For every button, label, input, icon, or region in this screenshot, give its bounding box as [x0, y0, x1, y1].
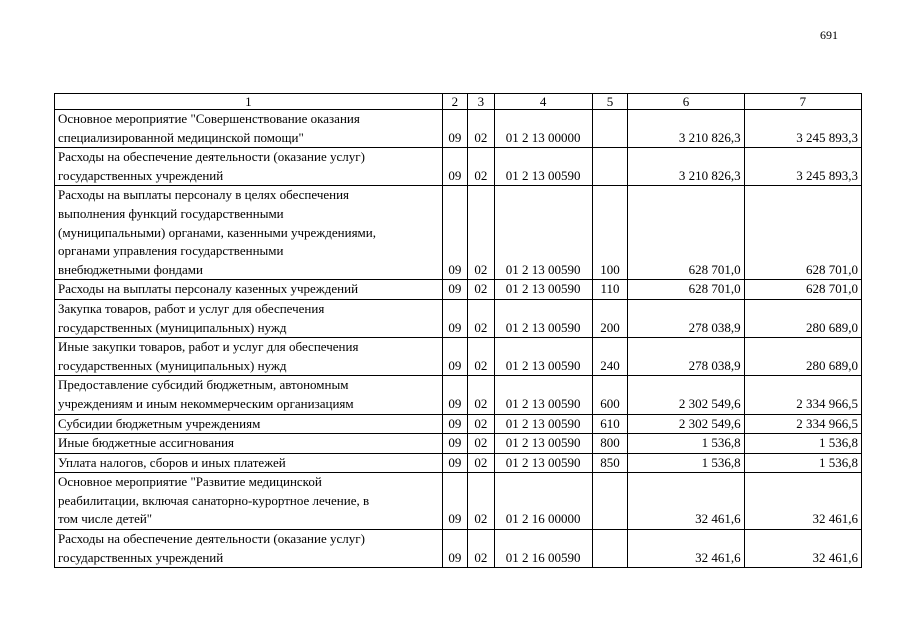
target-article-cell: 01 2 13 00590	[494, 280, 592, 300]
expense-type-cell: 200	[592, 299, 628, 337]
row-name-line: Основное мероприятие "Развитие медицинской	[58, 474, 322, 490]
header-cell-2: 2	[442, 94, 468, 110]
expense-type-cell: 240	[592, 338, 628, 376]
row-name-cell	[55, 148, 443, 186]
header-cell-6: 6	[628, 94, 744, 110]
row-name-cell	[55, 110, 443, 148]
table-row	[55, 376, 862, 414]
amount-col7-cell: 32 461,6	[744, 530, 861, 568]
expense-type-cell: 600	[592, 376, 628, 414]
row-name-cell	[55, 186, 443, 280]
table-row	[55, 299, 862, 337]
row-name-line: государственных учреждений	[58, 549, 224, 565]
row-name-cell	[55, 280, 443, 300]
row-name-line: Уплата налогов, сборов и иных платежей	[58, 454, 286, 470]
table-row	[55, 414, 862, 434]
header-cell-4: 4	[494, 94, 592, 110]
expense-type-cell: 110	[592, 280, 628, 300]
expense-type-cell: 610	[592, 414, 628, 434]
row-name-line: Расходы на обеспечение деятельности (оказание услуг)	[58, 531, 365, 547]
table-row	[55, 473, 862, 530]
row-name-line: государственных (муниципальных) нужд	[58, 357, 287, 373]
amount-col6-cell: 1 536,8	[628, 453, 744, 473]
row-name-cell	[55, 299, 443, 337]
expense-type-cell: 850	[592, 453, 628, 473]
row-name-line: выполнения функций государственными	[58, 205, 284, 221]
section-code-cell: 09	[442, 338, 468, 376]
row-name-cell	[55, 473, 443, 530]
row-name-line: государственных учреждений	[58, 167, 224, 183]
amount-col6-cell: 1 536,8	[628, 434, 744, 454]
amount-col7-cell: 280 689,0	[744, 338, 861, 376]
expense-type-cell	[592, 473, 628, 530]
page-number: 691	[820, 28, 838, 42]
section-code-cell: 09	[442, 414, 468, 434]
row-name-line: Основное мероприятие "Совершенствование оказания	[58, 111, 360, 126]
subsection-code-cell: 02	[468, 530, 495, 568]
subsection-code-cell: 02	[468, 376, 495, 414]
section-code-cell: 09	[442, 186, 468, 280]
budget-table	[54, 93, 862, 568]
expense-type-cell	[592, 110, 628, 148]
section-code-cell: 09	[442, 110, 468, 148]
row-name-cell	[55, 338, 443, 376]
target-article-cell: 01 2 16 00000	[494, 473, 592, 530]
subsection-code-cell: 02	[468, 148, 495, 186]
header-cell-7: 7	[744, 94, 861, 110]
section-code-cell: 09	[442, 280, 468, 300]
table-row	[55, 148, 862, 186]
row-name-line: реабилитации, включая санаторно-курортное лечение, в	[58, 492, 370, 508]
row-name-line: внебюджетными фондами	[58, 261, 203, 277]
subsection-code-cell: 02	[468, 186, 495, 280]
amount-col7-cell: 1 536,8	[744, 434, 861, 454]
table-row	[55, 453, 862, 473]
row-name-line: Субсидии бюджетным учреждениям	[58, 415, 261, 431]
row-name-line: Расходы на выплаты персоналу казенных учреждений	[58, 281, 359, 297]
subsection-code-cell: 02	[468, 473, 495, 530]
row-name-line: Предоставление субсидий бюджетным, автономным	[58, 377, 349, 393]
row-name-line: Иные закупки товаров, работ и услуг для обеспечения	[58, 339, 359, 355]
row-name-line: специализированной медицинской помощи"	[58, 129, 304, 145]
section-code-cell: 09	[442, 299, 468, 337]
target-article-cell: 01 2 16 00590	[494, 530, 592, 568]
amount-col6-cell: 628 701,0	[628, 280, 744, 300]
row-name-line: (муниципальными) органами, казенными учреждениями,	[58, 224, 376, 240]
row-name-cell	[55, 530, 443, 568]
expense-type-cell	[592, 148, 628, 186]
amount-col7-cell: 1 536,8	[744, 453, 861, 473]
amount-col6-cell: 3 210 826,3	[628, 110, 744, 148]
subsection-code-cell: 02	[468, 299, 495, 337]
section-code-cell: 09	[442, 434, 468, 454]
target-article-cell: 01 2 13 00590	[494, 338, 592, 376]
target-article-cell: 01 2 13 00000	[494, 110, 592, 148]
row-name-line: органами управления государственными	[58, 243, 284, 259]
subsection-code-cell: 02	[468, 434, 495, 454]
amount-col7-cell: 32 461,6	[744, 473, 861, 530]
amount-col6-cell: 3 210 826,3	[628, 148, 744, 186]
amount-col6-cell: 278 038,9	[628, 338, 744, 376]
header-cell-5: 5	[592, 94, 628, 110]
row-name-line: Расходы на выплаты персоналу в целях обеспечения	[58, 187, 350, 203]
row-name-cell	[55, 453, 443, 473]
target-article-cell: 01 2 13 00590	[494, 148, 592, 186]
subsection-code-cell: 02	[468, 453, 495, 473]
expense-type-cell	[592, 530, 628, 568]
subsection-code-cell: 02	[468, 110, 495, 148]
row-name-line: Закупка товаров, работ и услуг для обеспечения	[58, 300, 325, 316]
table-row	[55, 530, 862, 568]
target-article-cell: 01 2 13 00590	[494, 376, 592, 414]
table-body	[55, 94, 862, 568]
row-name-line: учреждениям и иным некоммерческим организациям	[58, 395, 354, 411]
row-name-cell	[55, 376, 443, 414]
amount-col6-cell: 628 701,0	[628, 186, 744, 280]
header-row	[55, 94, 862, 110]
section-code-cell: 09	[442, 473, 468, 530]
amount-col6-cell: 32 461,6	[628, 530, 744, 568]
row-name-line: государственных (муниципальных) нужд	[58, 319, 287, 335]
amount-col7-cell: 3 245 893,3	[744, 110, 861, 148]
amount-col7-cell: 628 701,0	[744, 186, 861, 280]
row-name-cell	[55, 414, 443, 434]
amount-col7-cell: 280 689,0	[744, 299, 861, 337]
target-article-cell: 01 2 13 00590	[494, 414, 592, 434]
target-article-cell: 01 2 13 00590	[494, 434, 592, 454]
section-code-cell: 09	[442, 530, 468, 568]
amount-col7-cell: 3 245 893,3	[744, 148, 861, 186]
target-article-cell: 01 2 13 00590	[494, 186, 592, 280]
row-name-line: том числе детей"	[58, 511, 153, 527]
amount-col7-cell: 2 334 966,5	[744, 376, 861, 414]
header-cell-1: 1	[55, 94, 443, 110]
section-code-cell: 09	[442, 376, 468, 414]
row-name-line: Расходы на обеспечение деятельности (оказание услуг)	[58, 149, 365, 165]
amount-col6-cell: 2 302 549,6	[628, 414, 744, 434]
table-row	[55, 434, 862, 454]
table-row	[55, 186, 862, 280]
expense-type-cell: 800	[592, 434, 628, 454]
expense-type-cell: 100	[592, 186, 628, 280]
row-name-cell	[55, 434, 443, 454]
section-code-cell: 09	[442, 453, 468, 473]
subsection-code-cell: 02	[468, 414, 495, 434]
subsection-code-cell: 02	[468, 280, 495, 300]
header-cell-3: 3	[468, 94, 495, 110]
amount-col7-cell: 628 701,0	[744, 280, 861, 300]
amount-col6-cell: 2 302 549,6	[628, 376, 744, 414]
amount-col6-cell: 32 461,6	[628, 473, 744, 530]
table-row	[55, 110, 862, 148]
amount-col6-cell: 278 038,9	[628, 299, 744, 337]
subsection-code-cell: 02	[468, 338, 495, 376]
section-code-cell: 09	[442, 148, 468, 186]
row-name-line: Иные бюджетные ассигнования	[58, 435, 235, 451]
target-article-cell: 01 2 13 00590	[494, 299, 592, 337]
target-article-cell: 01 2 13 00590	[494, 453, 592, 473]
table-row	[55, 338, 862, 376]
table-row	[55, 280, 862, 300]
amount-col7-cell: 2 334 966,5	[744, 414, 861, 434]
